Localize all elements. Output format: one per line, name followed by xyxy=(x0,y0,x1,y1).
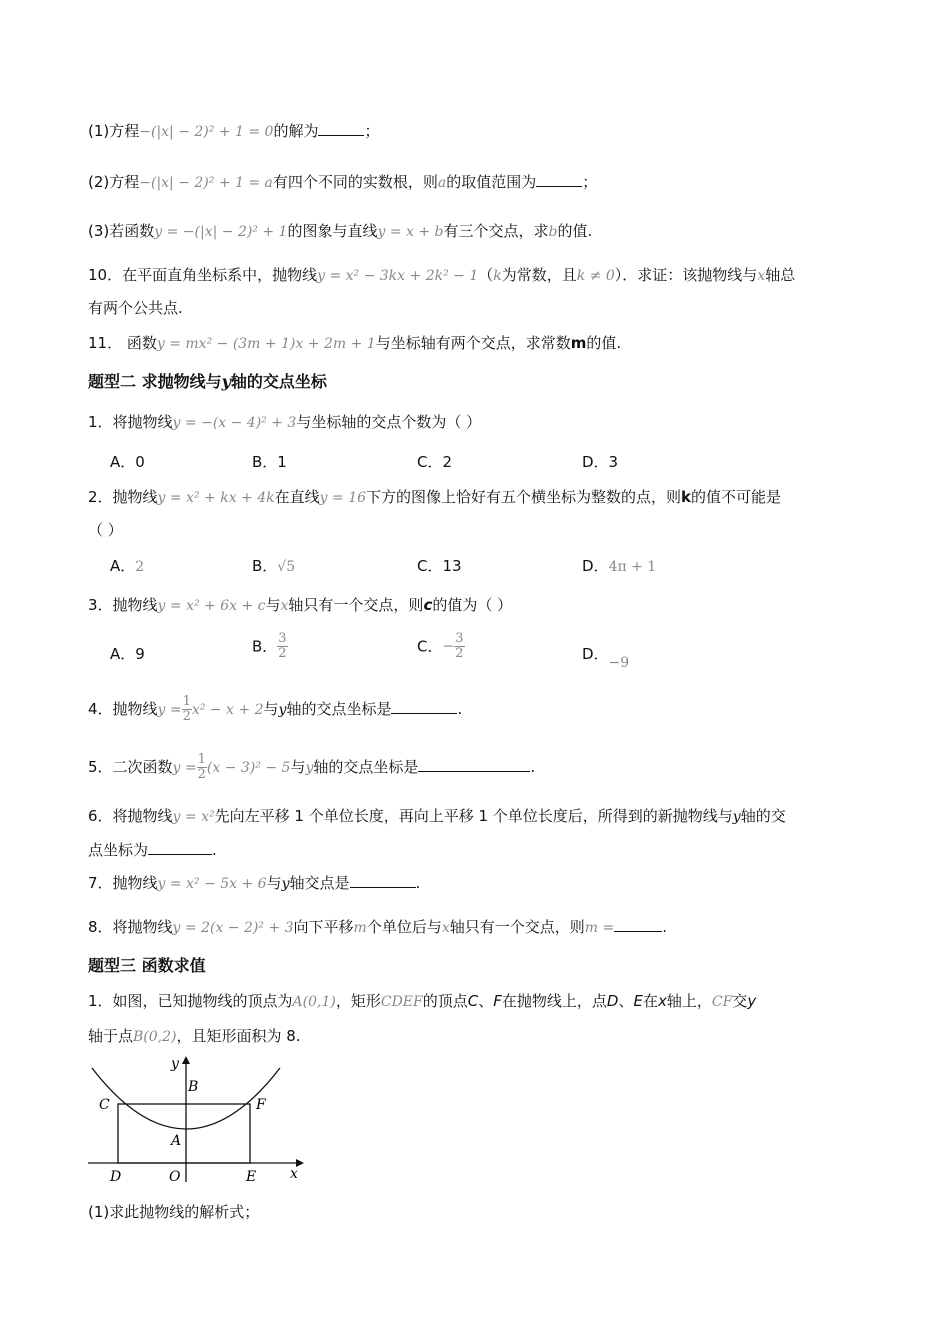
s2-question-6: 6．将抛物线y = x²先向左平移 1 个单位长度，再向上平移 1 个单位长度后，所得到的新抛物线与y轴的交 xyxy=(88,807,786,825)
s2-question-7: 7．抛物线y = x² − 5x + 6与y轴交点是 . xyxy=(88,874,421,892)
label-a: A xyxy=(171,1133,182,1149)
label-d: D xyxy=(110,1169,122,1184)
sub-question-2: (2)方程−(|x| − 2)² + 1 = a有四个不同的实数根，则a的取值范围为 ； xyxy=(88,173,598,191)
answer-blank[interactable] xyxy=(350,873,416,888)
s2-question-2-line-2: （ ） xyxy=(88,521,123,539)
answer-blank[interactable] xyxy=(148,840,212,855)
y-axis-arrow xyxy=(182,1056,190,1064)
section-heading-2: 题型二 求抛物线与y轴的交点坐标 xyxy=(88,372,327,391)
answer-blank[interactable] xyxy=(418,757,530,772)
option-d[interactable]: D．−9 xyxy=(582,645,630,671)
answer-blank[interactable] xyxy=(391,699,457,714)
question-10: 10．在平面直角坐标系中，抛物线y = x² − 3kx + 2k² − 1（k为常数，且k ≠ 0）．求证：该抛物线与x轴总 xyxy=(88,266,796,284)
label-y: y xyxy=(171,1056,179,1072)
option-b[interactable]: B． $\frac{3}{2}$ xyxy=(252,631,287,661)
option-c[interactable]: C．2 xyxy=(417,453,453,471)
option-a[interactable]: A．0 xyxy=(110,453,145,471)
option-c[interactable]: C．13 xyxy=(417,557,462,575)
answer-blank[interactable] xyxy=(536,172,582,187)
s2-question-4: 4．抛物线y = $\frac{1}{2}$ x² − x + 2与y轴的交点坐标是 . xyxy=(88,694,463,724)
label-b: B xyxy=(188,1079,199,1095)
s2-question-1: 1．将抛物线y = −(x − 4)² + 3与坐标轴的交点个数为（ ） xyxy=(88,413,482,431)
parabola-rectangle-figure xyxy=(84,1054,304,1184)
s2-question-8: 8．将抛物线y = 2(x − 2)² + 3向下平移m个单位后与x轴只有一个交点，则m = . xyxy=(88,918,667,936)
label-e: E xyxy=(246,1169,257,1184)
option-c[interactable]: C．− $\frac{3}{2}$ xyxy=(417,631,464,661)
section-heading-3: 题型三 函数求值 xyxy=(88,956,206,975)
s2-question-6-line-2: 点坐标为 . xyxy=(88,841,217,859)
option-b[interactable]: B．√5 xyxy=(252,557,296,575)
s2-question-2: 2．抛物线y = x² + kx + 4k在直线y = 16下方的图像上恰好有五个横坐标为整数的点，则k的值不可能是 xyxy=(88,488,782,506)
sub-question-3: (3)若函数y = −(|x| − 2)² + 1的图象与直线y = x + b有三个交点，求b的值. xyxy=(88,222,593,240)
option-d[interactable]: D．3 xyxy=(582,453,619,471)
label-c: C xyxy=(99,1097,110,1113)
answer-blank[interactable] xyxy=(614,917,662,932)
s3-question-1: 1．如图，已知抛物线的顶点为A(0,1)，矩形CDEF的顶点C、F在抛物线上，点D、E在x轴上，CF交y xyxy=(88,992,757,1010)
sub-question-1: (1)方程−(|x| − 2)² + 1 = 0的解为 ； xyxy=(88,122,380,140)
s3-sub-question-1: (1)求此抛物线的解析式； xyxy=(88,1203,260,1221)
answer-blank[interactable] xyxy=(318,121,364,136)
option-a[interactable]: A．2 xyxy=(110,557,145,575)
s2-question-3: 3．抛物线y = x² + 6x + c与x轴只有一个交点，则c的值为（ ） xyxy=(88,596,513,614)
question-11: 11． 函数y = mx² − (3m + 1)x + 2m + 1与坐标轴有两个交点，求常数m的值. xyxy=(88,334,622,352)
label-f: F xyxy=(256,1097,266,1113)
label-x: x xyxy=(290,1166,298,1182)
label-o: O xyxy=(169,1169,181,1184)
s2-question-5: 5．二次函数y = $\frac{1}{2}$ (x − 3)² − 5与y轴的交点坐标是 . xyxy=(88,752,536,782)
option-b[interactable]: B．1 xyxy=(252,453,287,471)
option-d[interactable]: D．4π + 1 xyxy=(582,557,657,575)
option-a[interactable]: A．9 xyxy=(110,645,145,663)
question-10-line-2: 有两个公共点. xyxy=(88,299,183,317)
s3-question-1-line-2: 轴于点B(0,2)，且矩形面积为 8. xyxy=(88,1027,301,1045)
